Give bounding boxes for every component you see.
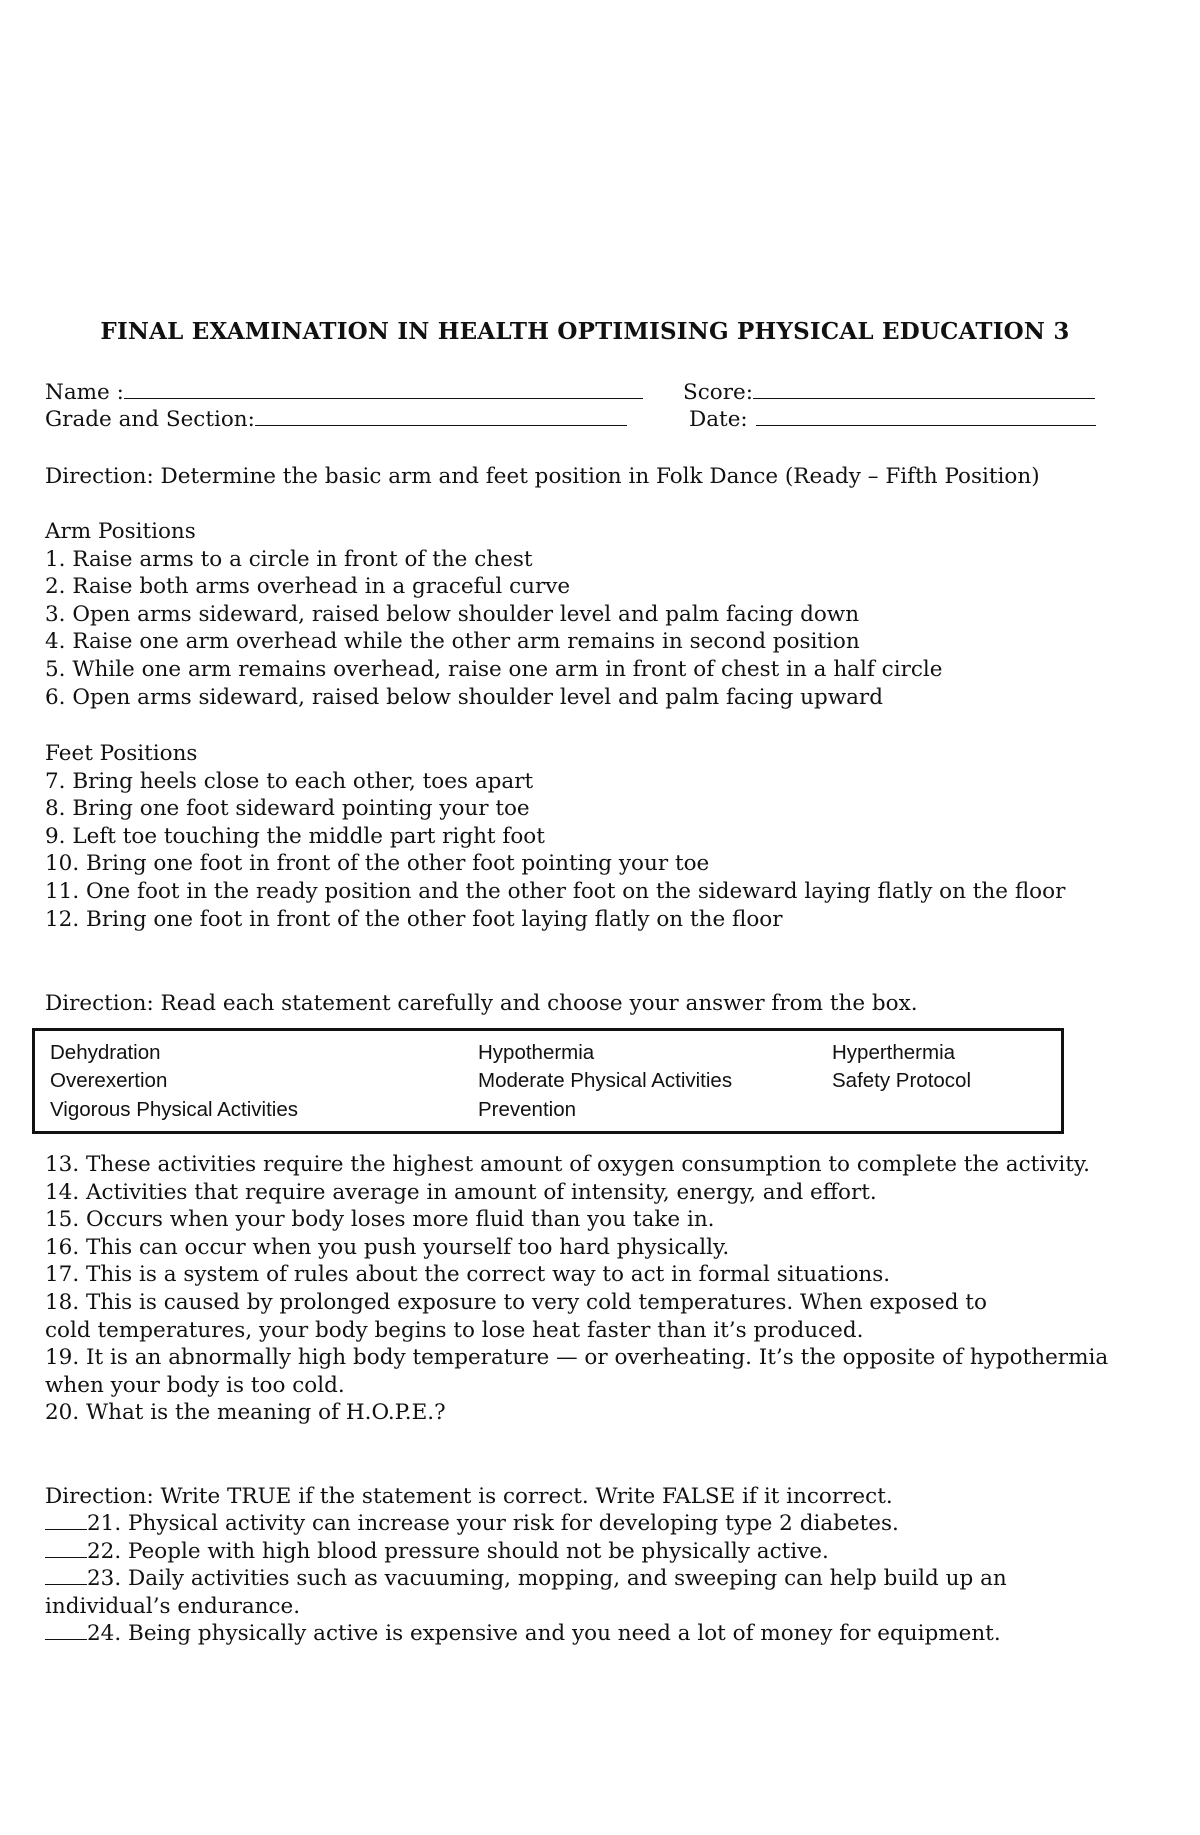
tf-item-continuation: individual’s endurance.: [45, 1593, 301, 1619]
arm-item: 6. Open arms sideward, raised below shoulder level and palm facing upward: [45, 684, 883, 710]
tf-item: [45, 1510, 1007, 1538]
grade-blank[interactable]: [255, 407, 627, 426]
name-row: [45, 379, 643, 407]
arm-item: 5. While one arm remains overhead, raise one arm in front of chest in a half circle: [45, 656, 943, 682]
feet-heading: Feet Positions: [45, 741, 198, 766]
part3-direction: Direction: Write TRUE if the statement is correct. Write FALSE if it incorrect.: [45, 1484, 893, 1509]
choice-item: Prevention: [478, 1098, 577, 1121]
tf-item: [45, 1565, 1007, 1593]
question-item: 20. What is the meaning of H.O.P.E.?: [45, 1400, 446, 1426]
choice-item: Safety Protocol: [832, 1069, 972, 1092]
question-item: 17. This is a system of rules about the correct way to act in formal situations.: [45, 1262, 891, 1288]
date-blank[interactable]: [756, 407, 1096, 426]
question-item: 19. It is an abnormally high body temperature — or overheating. It’s the opposite of hypothermia: [45, 1345, 1109, 1371]
arm-item: 4. Raise one arm overhead while the other arm remains in second position: [45, 629, 860, 655]
question-item: 16. This can occur when you push yourself too hard physically.: [45, 1234, 730, 1260]
score-row: [683, 379, 1095, 407]
part2-items: [45, 1151, 1108, 1427]
part1-direction: Direction: Determine the basic arm and feet position in Folk Dance (Ready – Fifth Position): [45, 464, 1040, 489]
choice-item: Hypothermia: [478, 1041, 595, 1064]
choice-item: Dehydration: [50, 1041, 161, 1064]
question-item: 13. These activities require the highest amount of oxygen consumption to complete the activity.: [45, 1152, 1090, 1177]
arm-heading: Arm Positions: [45, 519, 196, 544]
choice-item: Hyperthermia: [832, 1041, 956, 1064]
feet-item: 12. Bring one foot in front of the other foot laying flatly on the floor: [45, 906, 783, 932]
choice-item: Vigorous Physical Activities: [50, 1098, 299, 1121]
tf-item: [45, 1538, 1007, 1566]
grade-row: [45, 406, 627, 434]
question-item: 18. This is caused by prolonged exposure to very cold temperatures. When exposed to: [45, 1289, 987, 1315]
date-row: [689, 406, 1096, 434]
answer-blank[interactable]: [45, 1621, 87, 1640]
feet-item: 7. Bring heels close to each other, toes apart: [45, 768, 534, 794]
answer-blank[interactable]: [45, 1539, 87, 1558]
arm-item: 3. Open arms sideward, raised below shoulder level and palm facing down: [45, 601, 860, 627]
answer-choice-box: [32, 1028, 1064, 1134]
arm-positions-section: [45, 518, 943, 711]
tf-statement: 24. Being physically active is expensive and you need a lot of money for equipment.: [87, 1621, 1001, 1647]
name-blank[interactable]: [124, 380, 643, 399]
question-item-continuation: when your body is too cold.: [45, 1372, 345, 1398]
part3-items: [45, 1510, 1007, 1648]
part2-direction: Direction: Read each statement carefully and choose your answer from the box.: [45, 991, 918, 1016]
arm-item: 1. Raise arms to a circle in front of the chest: [45, 546, 533, 572]
tf-item: [45, 1620, 1007, 1648]
choice-item: Moderate Physical Activities: [478, 1069, 733, 1092]
feet-item: 11. One foot in the ready position and the other foot on the sideward laying flatly on the floor: [45, 878, 1066, 904]
feet-item: 9. Left toe touching the middle part right foot: [45, 823, 545, 849]
answer-blank[interactable]: [45, 1511, 87, 1530]
question-item: 15. Occurs when your body loses more fluid than you take in.: [45, 1207, 715, 1233]
exam-title: FINAL EXAMINATION IN HEALTH OPTIMISING PHYSICAL EDUCATION 3: [100, 318, 1070, 345]
tf-statement: 21. Physical activity can increase your risk for developing type 2 diabetes.: [87, 1511, 899, 1536]
tf-statement: 23. Daily activities such as vacuuming, mopping, and sweeping can help build up an: [87, 1566, 1007, 1592]
question-item: 14. Activities that require average in amount of intensity, energy, and effort.: [45, 1179, 877, 1205]
score-label: Score:: [683, 380, 753, 405]
tf-statement: 22. People with high blood pressure should not be physically active.: [87, 1538, 829, 1564]
arm-item: 2. Raise both arms overhead in a graceful curve: [45, 574, 571, 600]
score-blank[interactable]: [753, 380, 1095, 399]
feet-positions-section: [45, 740, 1065, 933]
feet-item: 10. Bring one foot in front of the other foot pointing your toe: [45, 851, 710, 877]
answer-blank[interactable]: [45, 1566, 87, 1585]
choice-item: Overexertion: [50, 1069, 168, 1092]
grade-label: Grade and Section:: [45, 407, 255, 432]
question-item-continuation: cold temperatures, your body begins to lose heat faster than it’s produced.: [45, 1317, 864, 1343]
date-label: Date:: [689, 407, 748, 432]
name-label: Name :: [45, 380, 124, 405]
feet-item: 8. Bring one foot sideward pointing your toe: [45, 796, 530, 822]
